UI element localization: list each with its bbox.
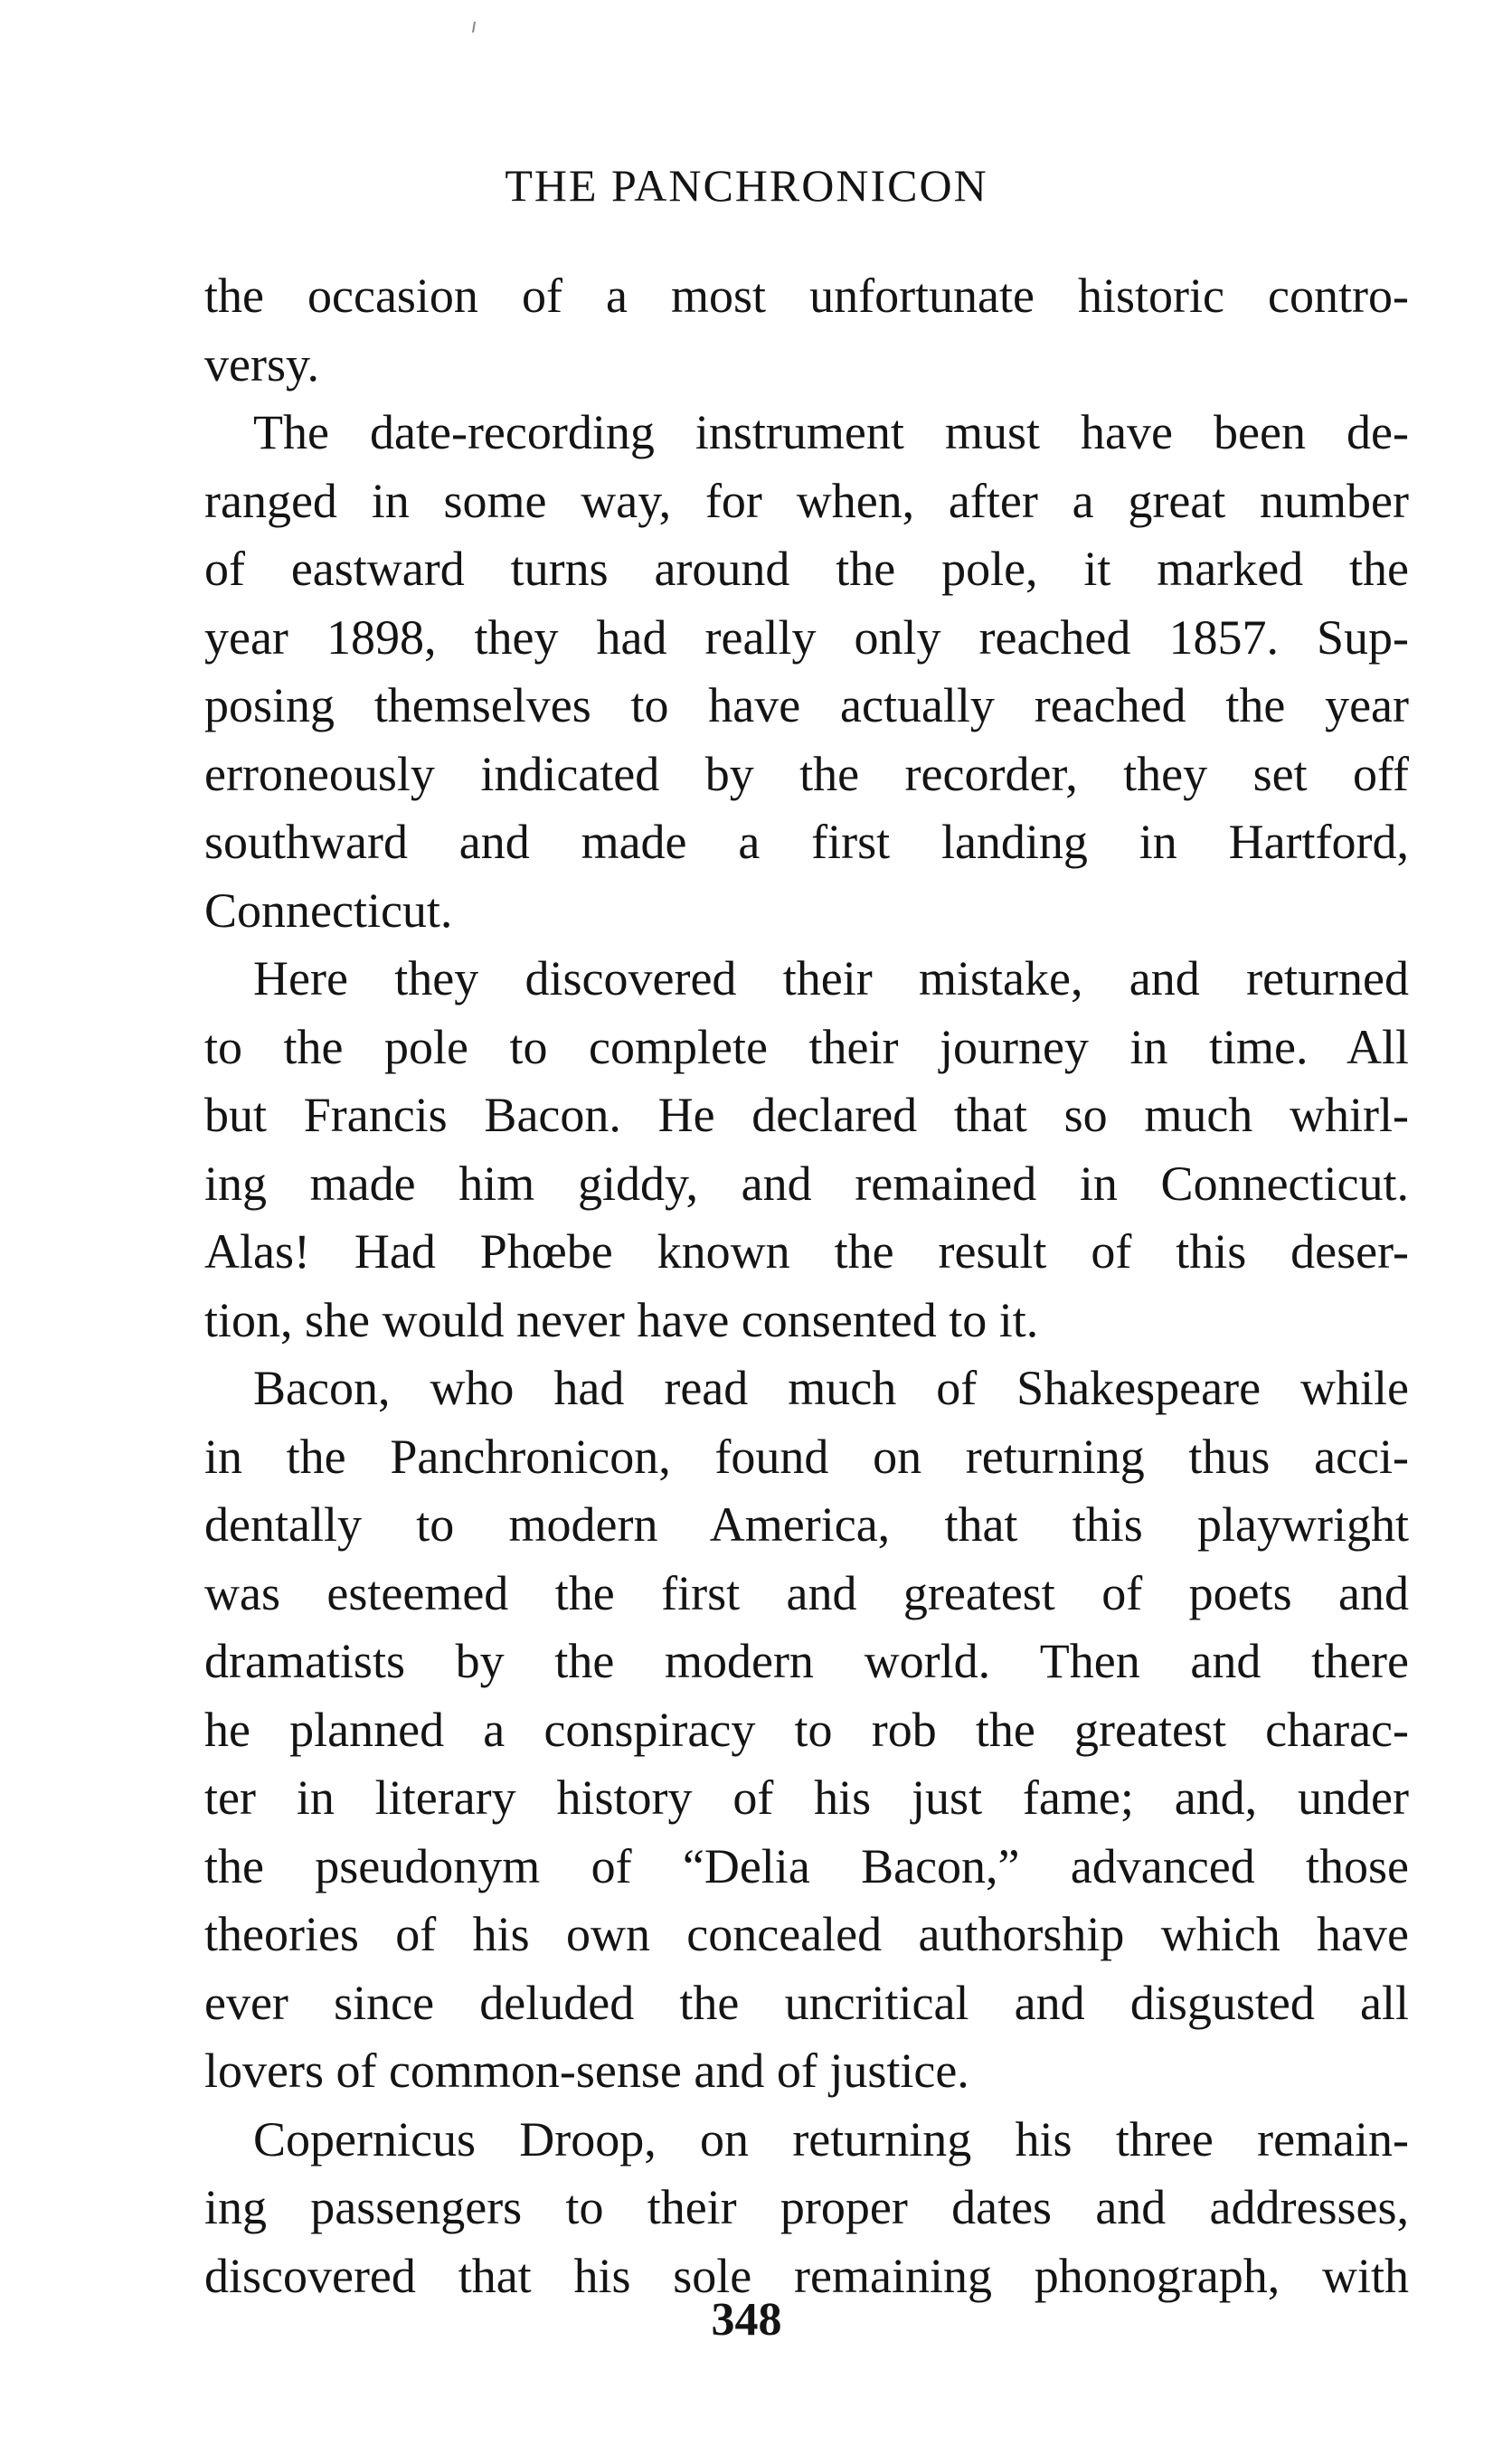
text-line: in the Panchronicon, found on returning thus acci- [204, 1429, 1409, 1484]
paragraph [204, 945, 1409, 1355]
scan-mark [470, 18, 477, 45]
text-line: discovered that his sole remaining phonograph, with [204, 2248, 1409, 2303]
text-line: ever since deluded the uncritical and disgusted all [204, 1975, 1409, 2030]
text-line: Alas! Had Phœbe known the result of this deser- [204, 1224, 1409, 1279]
text-line: the occasion of a most unfortunate historic contro- [204, 269, 1409, 323]
text-line: year 1898, they had really only reached 1857. Sup- [204, 609, 1409, 665]
paragraph [204, 399, 1409, 945]
running-title: THE PANCHRONICON [505, 160, 988, 211]
text-line: tion, she would never have consented to it. [204, 1292, 1039, 1347]
text-line: of eastward turns around the pole, it marked the [204, 542, 1409, 596]
text-line: theories of his own concealed authorship which have [204, 1907, 1409, 1961]
paragraph [204, 2106, 1409, 2311]
text-line: The date-recording instrument must have been de- [253, 405, 1409, 459]
text-line: ranged in some way, for when, after a great number [204, 473, 1409, 528]
text-line: was esteemed the first and greatest of poets and [204, 1565, 1409, 1620]
text-line: he planned a conspiracy to rob the greatest charac- [204, 1702, 1409, 1757]
text-line: dentally to modern America, that this playwright [204, 1497, 1409, 1552]
text-line: ing made him giddy, and remained in Connecticut. [204, 1156, 1409, 1211]
text-line: ing passengers to their proper dates and addresses, [204, 2180, 1409, 2234]
text-line: erroneously indicated by the recorder, they set off [204, 746, 1409, 801]
text-line: southward and made a first landing in Hartford, [204, 815, 1409, 869]
paragraph [204, 1355, 1409, 2106]
text-line: Copernicus Droop, on returning his three remain- [253, 2111, 1409, 2167]
text-line: posing themselves to have actually reached the year [204, 678, 1409, 732]
page-number: 348 [711, 2294, 782, 2346]
text-line: versy. [204, 336, 319, 392]
text-line: but Francis Bacon. He declared that so much whirl- [204, 1088, 1409, 1142]
body-text [204, 262, 1409, 2310]
text-line: Connecticut. [204, 883, 453, 938]
paragraph [204, 262, 1409, 399]
text-line: the pseudonym of “Delia Bacon,” advanced those [204, 1838, 1409, 1893]
text-line: Bacon, who had read much of Shakespeare while [253, 1361, 1409, 1415]
scan-speck-icon [470, 18, 477, 45]
text-line: ter in literary history of his just fame; and, under [204, 1770, 1409, 1825]
text-line: to the pole to complete their journey in time. All [204, 1019, 1409, 1074]
text-line: lovers of common-sense and of justice. [204, 2044, 969, 2098]
text-line: Here they discovered their mistake, and returned [253, 951, 1409, 1005]
text-line: dramatists by the modern world. Then and there [204, 1634, 1409, 1688]
